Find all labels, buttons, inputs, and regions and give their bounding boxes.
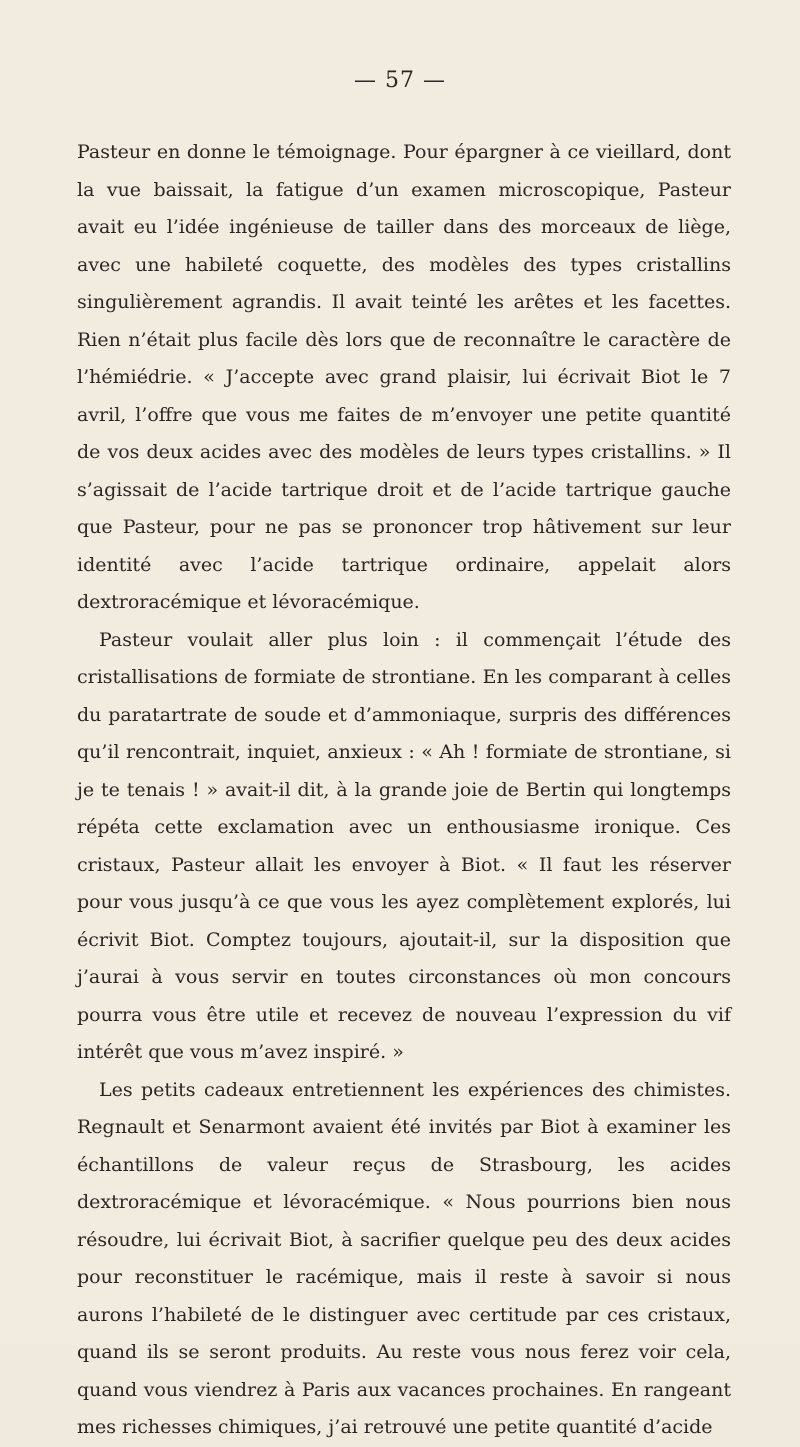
paragraph-3: Les petits cadeaux entretiennent les expériences des chimistes. Regnault et Senarmont avaient été invités par Biot à examiner les échantillons de valeur reçus de Strasbourg, les acides dextroracémique et lévoracémique. « Nous pourrions bien nous résoudre, lui écrivait Biot, à sacrifier quelque peu des deux acides pour reconstituer le racémique, mais il reste à savoir si nous aurons l’habileté de le distinguer avec certitude par ces cristaux, quand ils se seront produits. Au reste vous nous ferez voir cela, quand vous viendrez à Paris aux vacances prochaines. En rangeant mes richesses chimiques, j’ai retrouvé une petite quantité d’acide bbox=[77, 1078, 731, 1438]
body-text bbox=[77, 134, 731, 1447]
paragraph-1: Pasteur en donne le témoignage. Pour épargner à ce vieillard, dont la vue baissait, la fatigue d’un examen microscopique, Pasteur avait eu l’idée ingénieuse de tailler dans des morceaux de liège, avec une habileté coquette, des modèles des types cristallins singulièrement agrandis. Il avait teinté les arêtes et les facettes. Rien n’était plus facile dès lors que de reconnaître le caractère de l’hémiédrie. « J’accepte avec grand plaisir, lui écrivait Biot le 7 avril, l’offre que vous me faites de m’envoyer une petite quantité de vos deux acides avec des modèles de leurs types cristallins. » Il s’agissait de l’acide tartrique droit et de l’acide tartrique gauche que Pasteur, pour ne pas se prononcer trop hâtivement sur leur identité avec l’acide tartrique ordinaire, appelait alors dextroracémique et lévoracémique. bbox=[77, 141, 731, 613]
page-number: — 57 — bbox=[354, 68, 446, 93]
paragraph-2: Pasteur voulait aller plus loin : il commençait l’étude des cristallisations de formiate de strontiane. En les comparant à celles du paratartrate de soude et d’ammoniaque, surpris des différences qu’il rencontrait, inquiet, anxieux : « Ah ! formiate de strontiane, si je te tenais ! » avait-il dit, à la grande joie de Bertin qui longtemps répéta cette exclamation avec un enthousiasme ironique. Ces cristaux, Pasteur allait les envoyer à Biot. « Il faut les réserver pour vous jusqu’à ce que vous les ayez complètement explorés, lui écrivit Biot. Comptez toujours, ajoutait-il, sur la disposition que j’aurai à vous servir en toutes circonstances où mon concours pourra vous être utile et recevez de nouveau l’expression du vif intérêt que vous m’avez inspiré. » bbox=[77, 628, 731, 1063]
